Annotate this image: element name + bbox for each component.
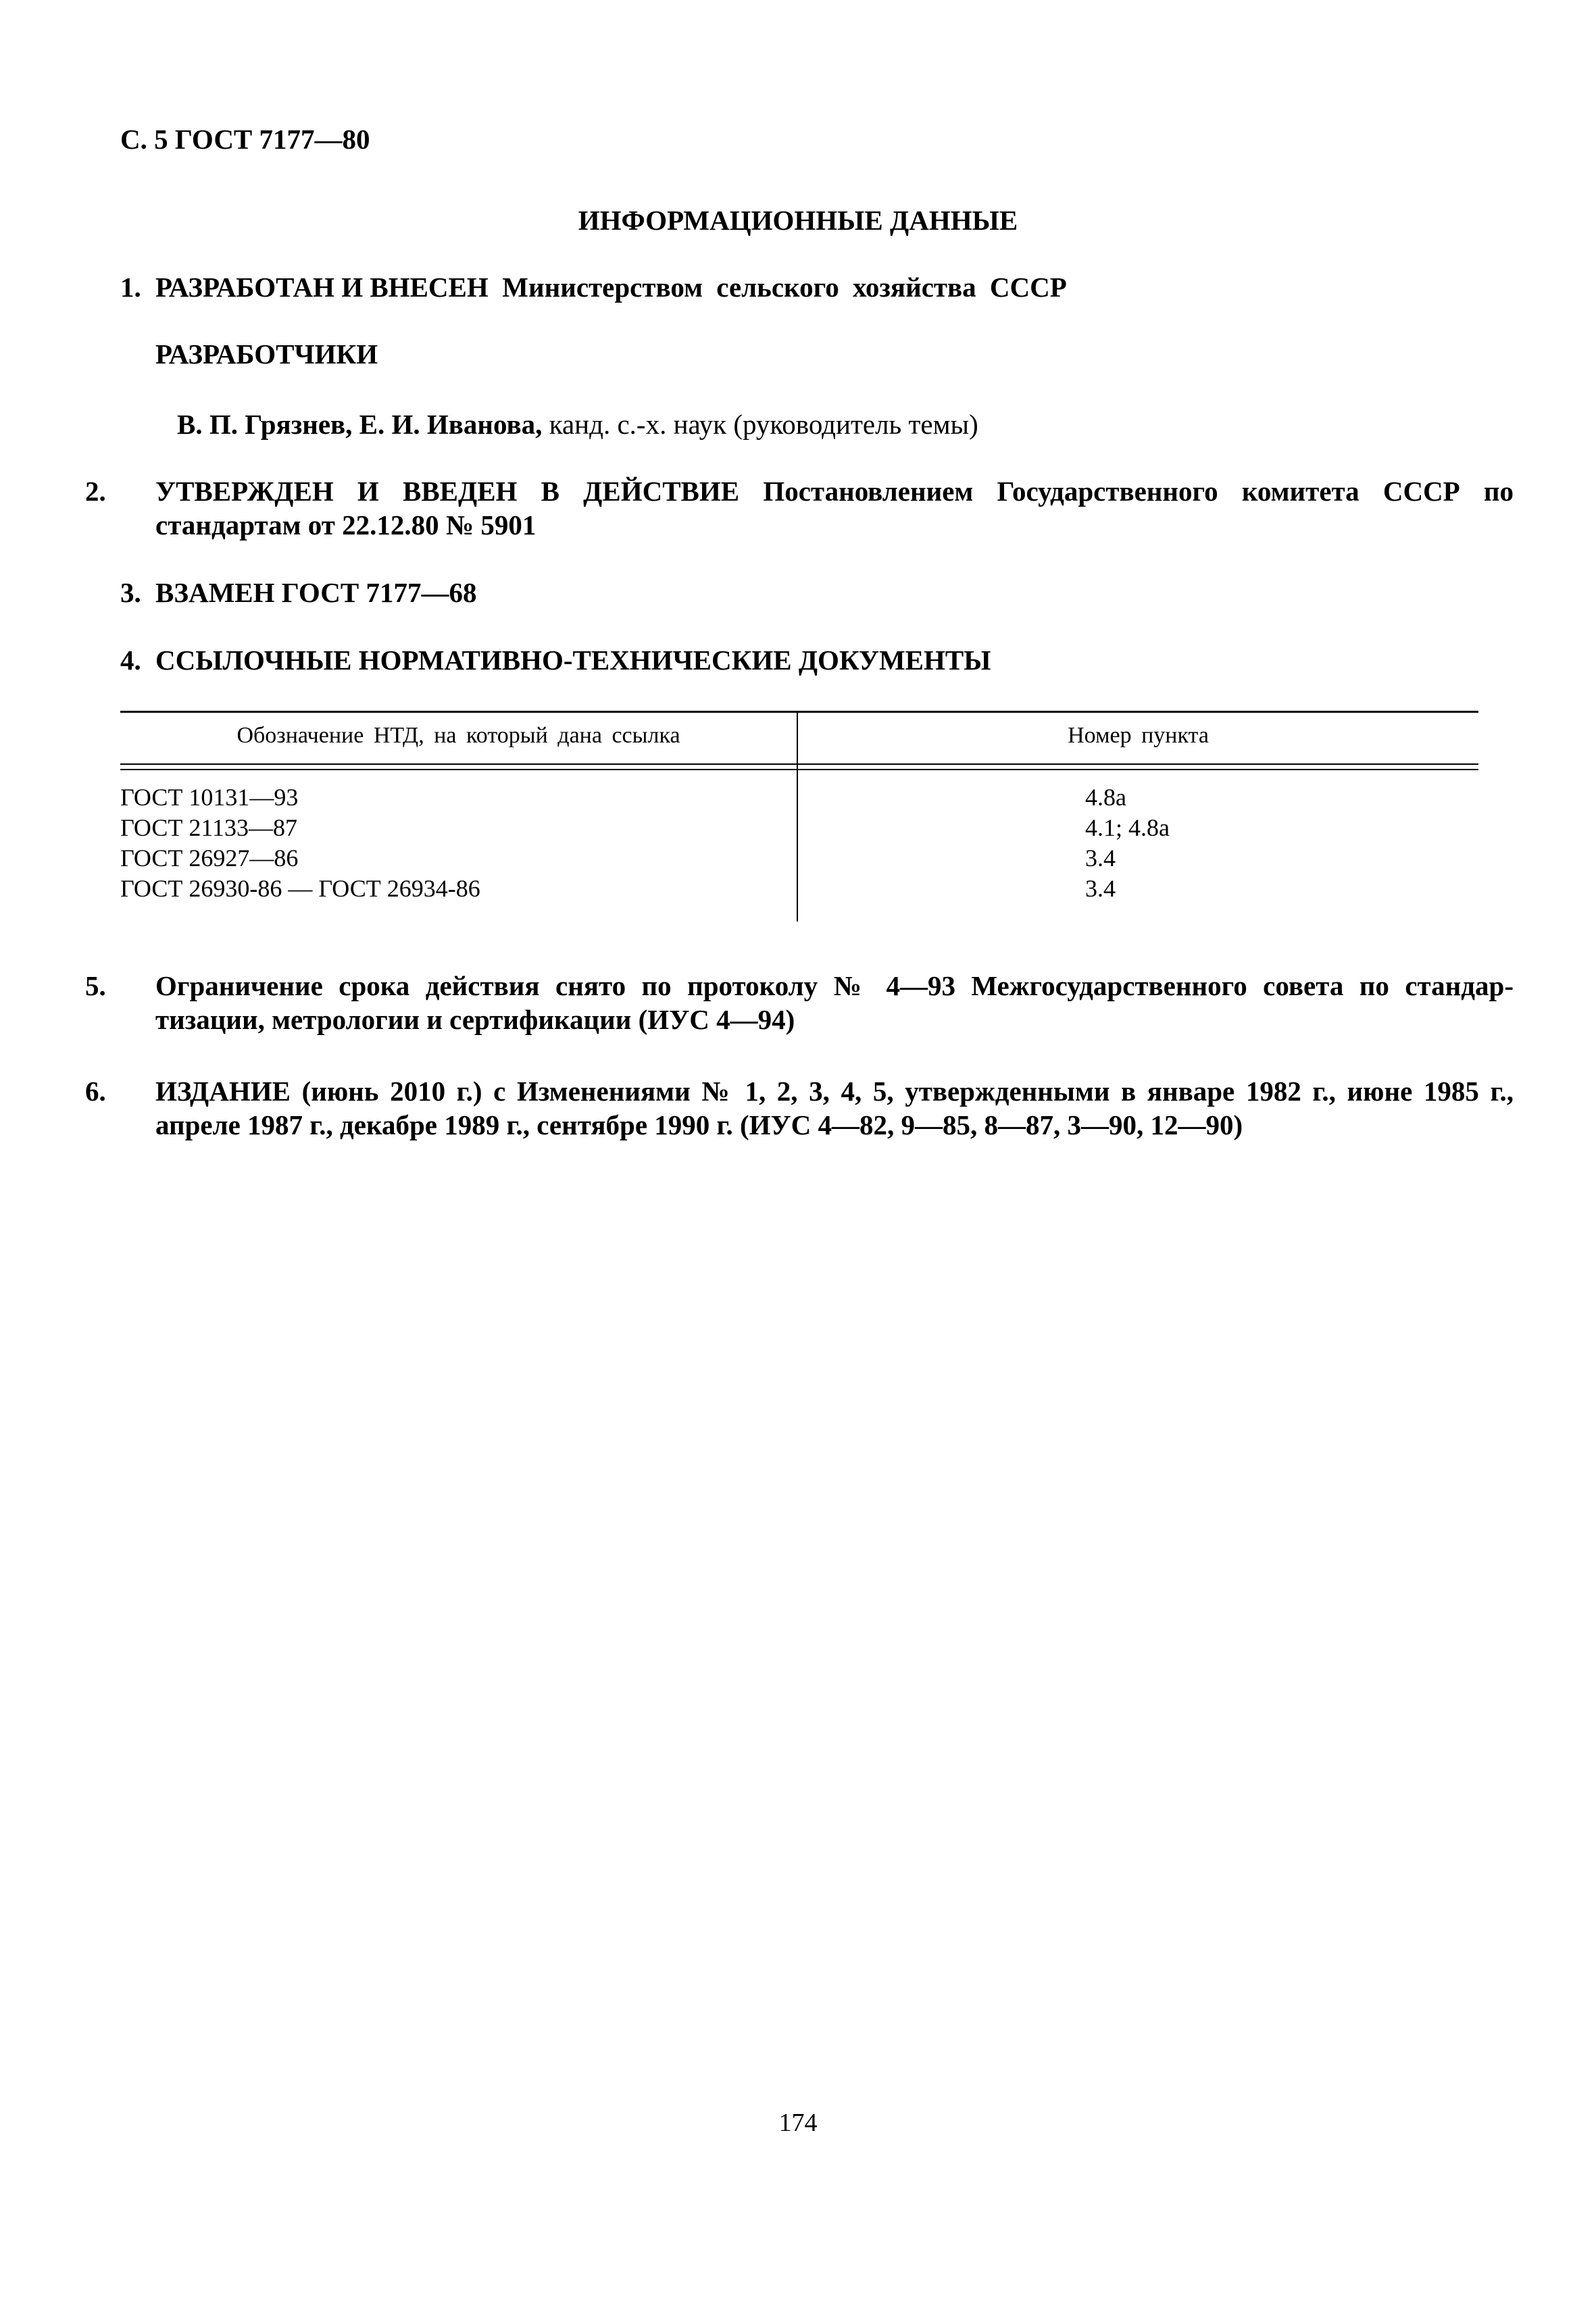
section-2-text: Постановлением Государственного комитета СССР по стандартам от 22.12.80 № 5901 bbox=[155, 476, 1514, 540]
table-row bbox=[120, 782, 1478, 813]
page-title bbox=[0, 204, 1596, 236]
page-title-text: ИНФОРМАЦИОННЫЕ ДАННЫЕ bbox=[578, 205, 1018, 236]
section-3-text: ВЗАМЕН ГОСТ 7177—68 bbox=[155, 577, 477, 608]
reference-table bbox=[120, 711, 1478, 926]
table-row bbox=[120, 874, 1478, 904]
section-4-number: 4. bbox=[120, 645, 141, 676]
authors-names: В. П. Грязнев, Е. И. Иванова, bbox=[177, 409, 543, 440]
page-number: 174 bbox=[778, 2109, 818, 2137]
table-cell-document: ГОСТ 26930-86 — ГОСТ 26934-86 bbox=[120, 875, 480, 902]
section-1-text: Министерством сельского хозяйства СССР bbox=[502, 272, 1067, 303]
section-2 bbox=[85, 474, 1514, 542]
section-4 bbox=[120, 643, 1478, 677]
section-5-text: Ограничение срока действия снято по протоколу № 4—93 Межгосударственного совета по стандар-тизации, метрологии и сертификации (ИУС 4—94) bbox=[155, 970, 1514, 1035]
table-header-clause: Номер пункта bbox=[1068, 723, 1209, 748]
section-1 bbox=[120, 270, 1478, 304]
table-cell-clause: 3.4 bbox=[1085, 875, 1116, 902]
section-5 bbox=[85, 969, 1514, 1036]
table-cell-document: ГОСТ 21133—87 bbox=[120, 814, 298, 841]
page-header: С. 5 ГОСТ 7177—80 bbox=[120, 124, 370, 155]
developers-heading: РАЗРАБОТЧИКИ bbox=[155, 338, 378, 370]
table-header-rule bbox=[120, 763, 1478, 765]
section-5-number: 5. bbox=[85, 970, 106, 1001]
table-cell-document: ГОСТ 10131—93 bbox=[120, 784, 299, 811]
table-cell-clause: 4.1; 4.8а bbox=[1085, 814, 1170, 841]
section-6-number: 6. bbox=[85, 1076, 106, 1107]
section-3 bbox=[120, 576, 1478, 609]
section-6 bbox=[85, 1074, 1514, 1142]
table-header-rule-double bbox=[120, 769, 1478, 770]
table-header-document: Обозначение НТД, на который дана ссылка bbox=[236, 723, 680, 748]
section-4-text: ССЫЛОЧНЫЕ НОРМАТИВНО-ТЕХНИЧЕСКИЕ ДОКУМЕНТЫ bbox=[155, 645, 991, 676]
table-row bbox=[120, 813, 1478, 843]
section-6-text: ИЗДАНИЕ (июнь 2010 г.) с Изменениями № 1, 2, 3, 4, 5, утвержденными в январе 1982 г., июне 1985 г., апреле 1987 г., декабре 1989 г., сентябре 1990 г. (ИУС 4—82, 9—85, 8—87, 3—90, 12—90) bbox=[155, 1076, 1514, 1140]
table-cell-clause: 4.8а bbox=[1085, 784, 1126, 811]
table-row bbox=[120, 843, 1478, 874]
section-1-number: 1. bbox=[120, 272, 141, 303]
authors-line bbox=[177, 408, 978, 441]
table-top-rule bbox=[120, 711, 1478, 713]
authors-role: канд. с.-х. наук (руководитель темы) bbox=[549, 409, 978, 440]
section-2-number: 2. bbox=[85, 476, 106, 507]
table-body bbox=[120, 782, 1478, 904]
section-1-heading: РАЗРАБОТАН И ВНЕСЕН bbox=[155, 272, 489, 303]
table-cell-clause: 3.4 bbox=[1085, 845, 1116, 872]
section-2-heading: УТВЕРЖДЕН И ВВЕДЕН В ДЕЙСТВИЕ bbox=[155, 476, 740, 507]
section-3-number: 3. bbox=[120, 577, 141, 608]
table-cell-document: ГОСТ 26927—86 bbox=[120, 845, 299, 872]
